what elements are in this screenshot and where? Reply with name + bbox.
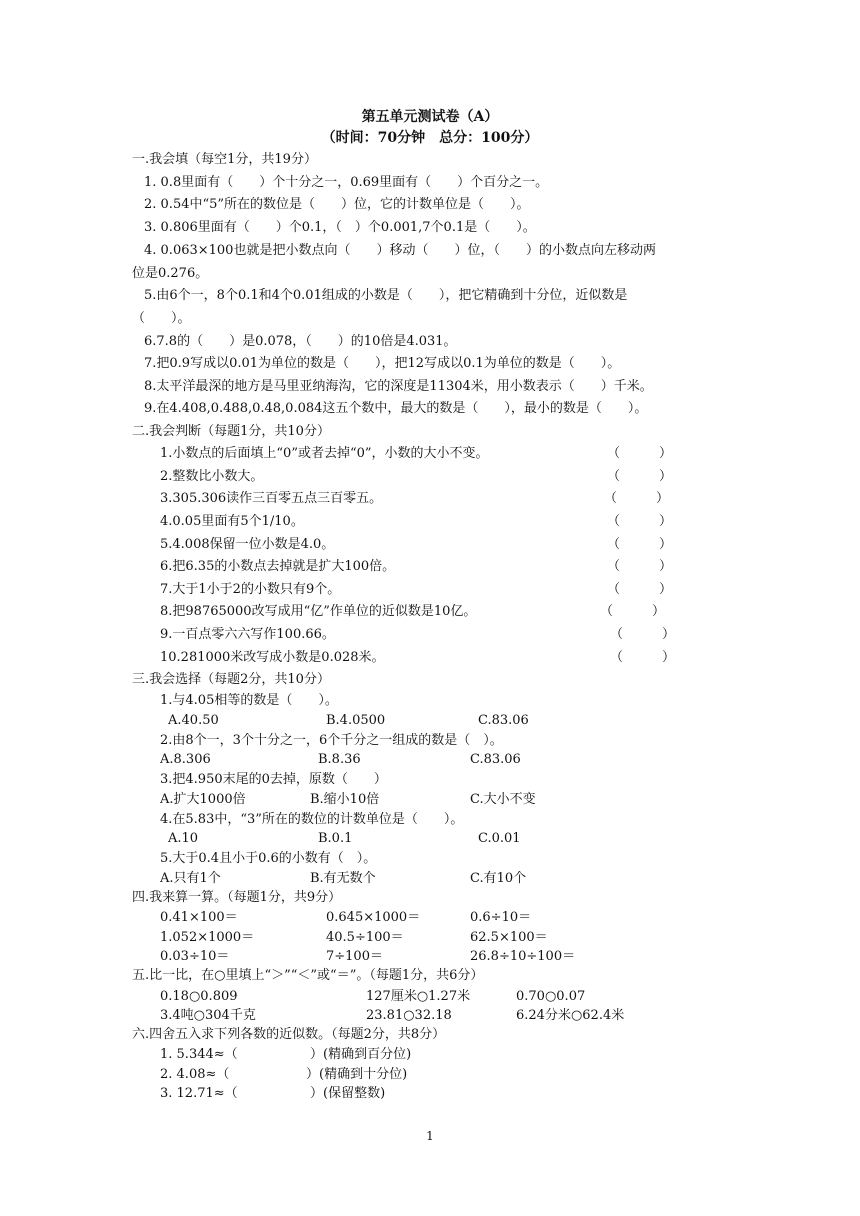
s3-option-b: B.缩小10倍 [310, 792, 380, 807]
s1-line-cont: （ ）。 [132, 311, 191, 326]
calc-item: 1.052×1000＝ [160, 930, 255, 945]
s2-item-text: 1.小数点的后面填上“0”或者去掉“0”，小数的大小不变。 [160, 446, 489, 461]
s2-item-text: 5.4.008保留一位小数是4.0。 [160, 537, 335, 552]
document-subtitle: （时间：70分钟 总分：100分） [321, 130, 539, 146]
s3-option-c: C.83.06 [470, 752, 521, 767]
s3-option-c: C.83.06 [478, 713, 529, 728]
s2-answer-paren: （ ） [610, 627, 676, 642]
s2-answer-paren: （ ） [607, 469, 673, 484]
s3-option-a: A.40.50 [168, 713, 219, 728]
s1-line: 8.太平洋最深的地方是马里亚纳海沟，它的深度是11304米，用小数表示（ ）千米。 [144, 379, 653, 394]
s2-answer-paren: （ ） [607, 559, 673, 574]
s2-item-text: 8.把98765000改写成用“亿”作单位的近似数是10亿。 [160, 604, 477, 619]
calc-item: 26.8÷10÷100＝ [470, 949, 576, 964]
s2-answer-paren: （ ） [607, 582, 673, 597]
s2-item-text: 10.281000米改写成小数是0.028米。 [160, 650, 385, 665]
s3-question: 3.把4.950末尾的0去掉，原数（ ） [160, 772, 387, 787]
section2-heading: 二.我会判断（每题1分，共10分） [132, 424, 330, 439]
approx-label: 1. 5.344≈（ [160, 1047, 238, 1062]
s3-option-a: A.10 [168, 831, 199, 846]
s2-item-text: 2.整数比小数大。 [160, 469, 264, 484]
calc-item: 7÷100＝ [326, 949, 383, 964]
s3-option-b: B.4.0500 [326, 713, 386, 728]
s1-line: 1. 0.8里面有（ ）个十分之一，0.69里面有（ ）个百分之一。 [144, 175, 549, 190]
s2-answer-paren: （ ） [610, 650, 676, 665]
s1-line: 4. 0.063×100也就是把小数点向（ ）移动（ ）位，（ ）的小数点向左移动两 [144, 243, 656, 258]
s3-question: 5.大于0.4且小于0.6的小数有（ ）。 [160, 851, 377, 866]
approx-label: 2. 4.08≈（ [160, 1067, 230, 1082]
s1-line: 3. 0.806里面有（ ）个0.1，（ ）个0.001,7个0.1是（ ）。 [144, 220, 536, 235]
compare-item: 6.24分米○62.4米 [516, 1008, 625, 1023]
s3-option-c: C.0.01 [478, 831, 521, 846]
s3-option-b: B.0.1 [318, 831, 353, 846]
s2-answer-paren: （ ） [607, 537, 673, 552]
s1-line: 9.在4.408,0.488,0.48,0.084这五个数中，最大的数是（ ），最小的数是（ ）。 [144, 401, 648, 416]
section3-heading: 三.我会选择（每题2分，共10分） [132, 672, 330, 687]
calc-item: 0.03÷10＝ [160, 949, 230, 964]
page-number: 1 [426, 1129, 434, 1143]
approx-close: ）(精确到十分位) [306, 1067, 408, 1082]
s3-question: 4.在5.83中，“3”所在的数位的计数单位是（ ）。 [160, 812, 464, 827]
s1-line: 6.7.8的（ ）是0.078，（ ）的10倍是4.031。 [144, 334, 457, 349]
s2-item-text: 7.大于1小于2的小数只有9个。 [160, 582, 341, 597]
s1-line-cont: 位是0.276。 [132, 266, 209, 281]
calc-item: 0.645×1000＝ [326, 910, 421, 925]
s3-question: 1.与4.05相等的数是（ ）。 [160, 693, 338, 708]
compare-item: 127厘米○1.27米 [366, 989, 471, 1004]
calc-item: 62.5×100＝ [470, 930, 548, 945]
s3-option-a: A.8.306 [160, 752, 211, 767]
section6-heading: 六.四舍五入求下列各数的近似数。（每题2分，共8分） [132, 1027, 446, 1042]
s1-line: 5.由6个一，8个0.1和4个0.01组成的小数是（ ），把它精确到十分位，近似数是 [144, 288, 628, 303]
document-title: 第五单元测试卷（A） [361, 109, 499, 125]
s3-option-c: C.大小不变 [470, 792, 536, 807]
s3-option-a: A.只有1个 [160, 871, 221, 886]
s3-option-b: B.8.36 [318, 752, 361, 767]
s3-option-a: A.扩大1000倍 [160, 792, 246, 807]
compare-item: 23.81○32.18 [366, 1008, 452, 1023]
approx-label: 3. 12.71≈（ [160, 1086, 238, 1101]
section4-heading: 四.我来算一算。（每题1分，共9分） [132, 890, 342, 905]
s2-item-text: 9.一百点零六六写作100.66。 [160, 627, 335, 642]
calc-item: 0.41×100＝ [160, 910, 238, 925]
s2-item-text: 6.把6.35的小数点去掉就是扩大100倍。 [160, 559, 396, 574]
section1-heading: 一.我会填（每空1分，共19分） [132, 152, 317, 167]
s2-item-text: 4.0.05里面有5个1/10。 [160, 514, 304, 529]
s2-answer-paren: （ ） [600, 604, 666, 619]
s2-answer-paren: （ ） [607, 446, 673, 461]
calc-item: 0.6÷10＝ [470, 910, 532, 925]
compare-item: 3.4吨○304千克 [160, 1008, 256, 1023]
approx-close: ）(精确到百分位) [310, 1047, 412, 1062]
s2-item-text: 3.305.306读作三百零五点三百零五。 [160, 491, 383, 506]
calc-item: 40.5÷100＝ [326, 930, 404, 945]
s3-option-c: C.有10个 [470, 871, 527, 886]
s1-line: 2. 0.54中“5”所在的数位是（ ）位，它的计数单位是（ ）。 [144, 197, 530, 212]
s1-line: 7.把0.9写成以0.01为单位的数是（ ），把12写成以0.1为单位的数是（ ）。 [144, 356, 621, 371]
s2-answer-paren: （ ） [604, 491, 670, 506]
s2-answer-paren: （ ） [607, 514, 673, 529]
section5-heading: 五.比一比，在○里填上“＞”“＜”或“＝”。（每题1分，共6分） [132, 968, 484, 983]
approx-close: ）(保留整数) [310, 1086, 386, 1101]
compare-item: 0.70○0.07 [516, 989, 586, 1004]
s3-question: 2.由8个一，3个十分之一，6个千分之一组成的数是（ ）。 [160, 733, 503, 748]
s3-option-b: B.有无数个 [310, 871, 376, 886]
compare-item: 0.18○0.809 [160, 989, 238, 1004]
